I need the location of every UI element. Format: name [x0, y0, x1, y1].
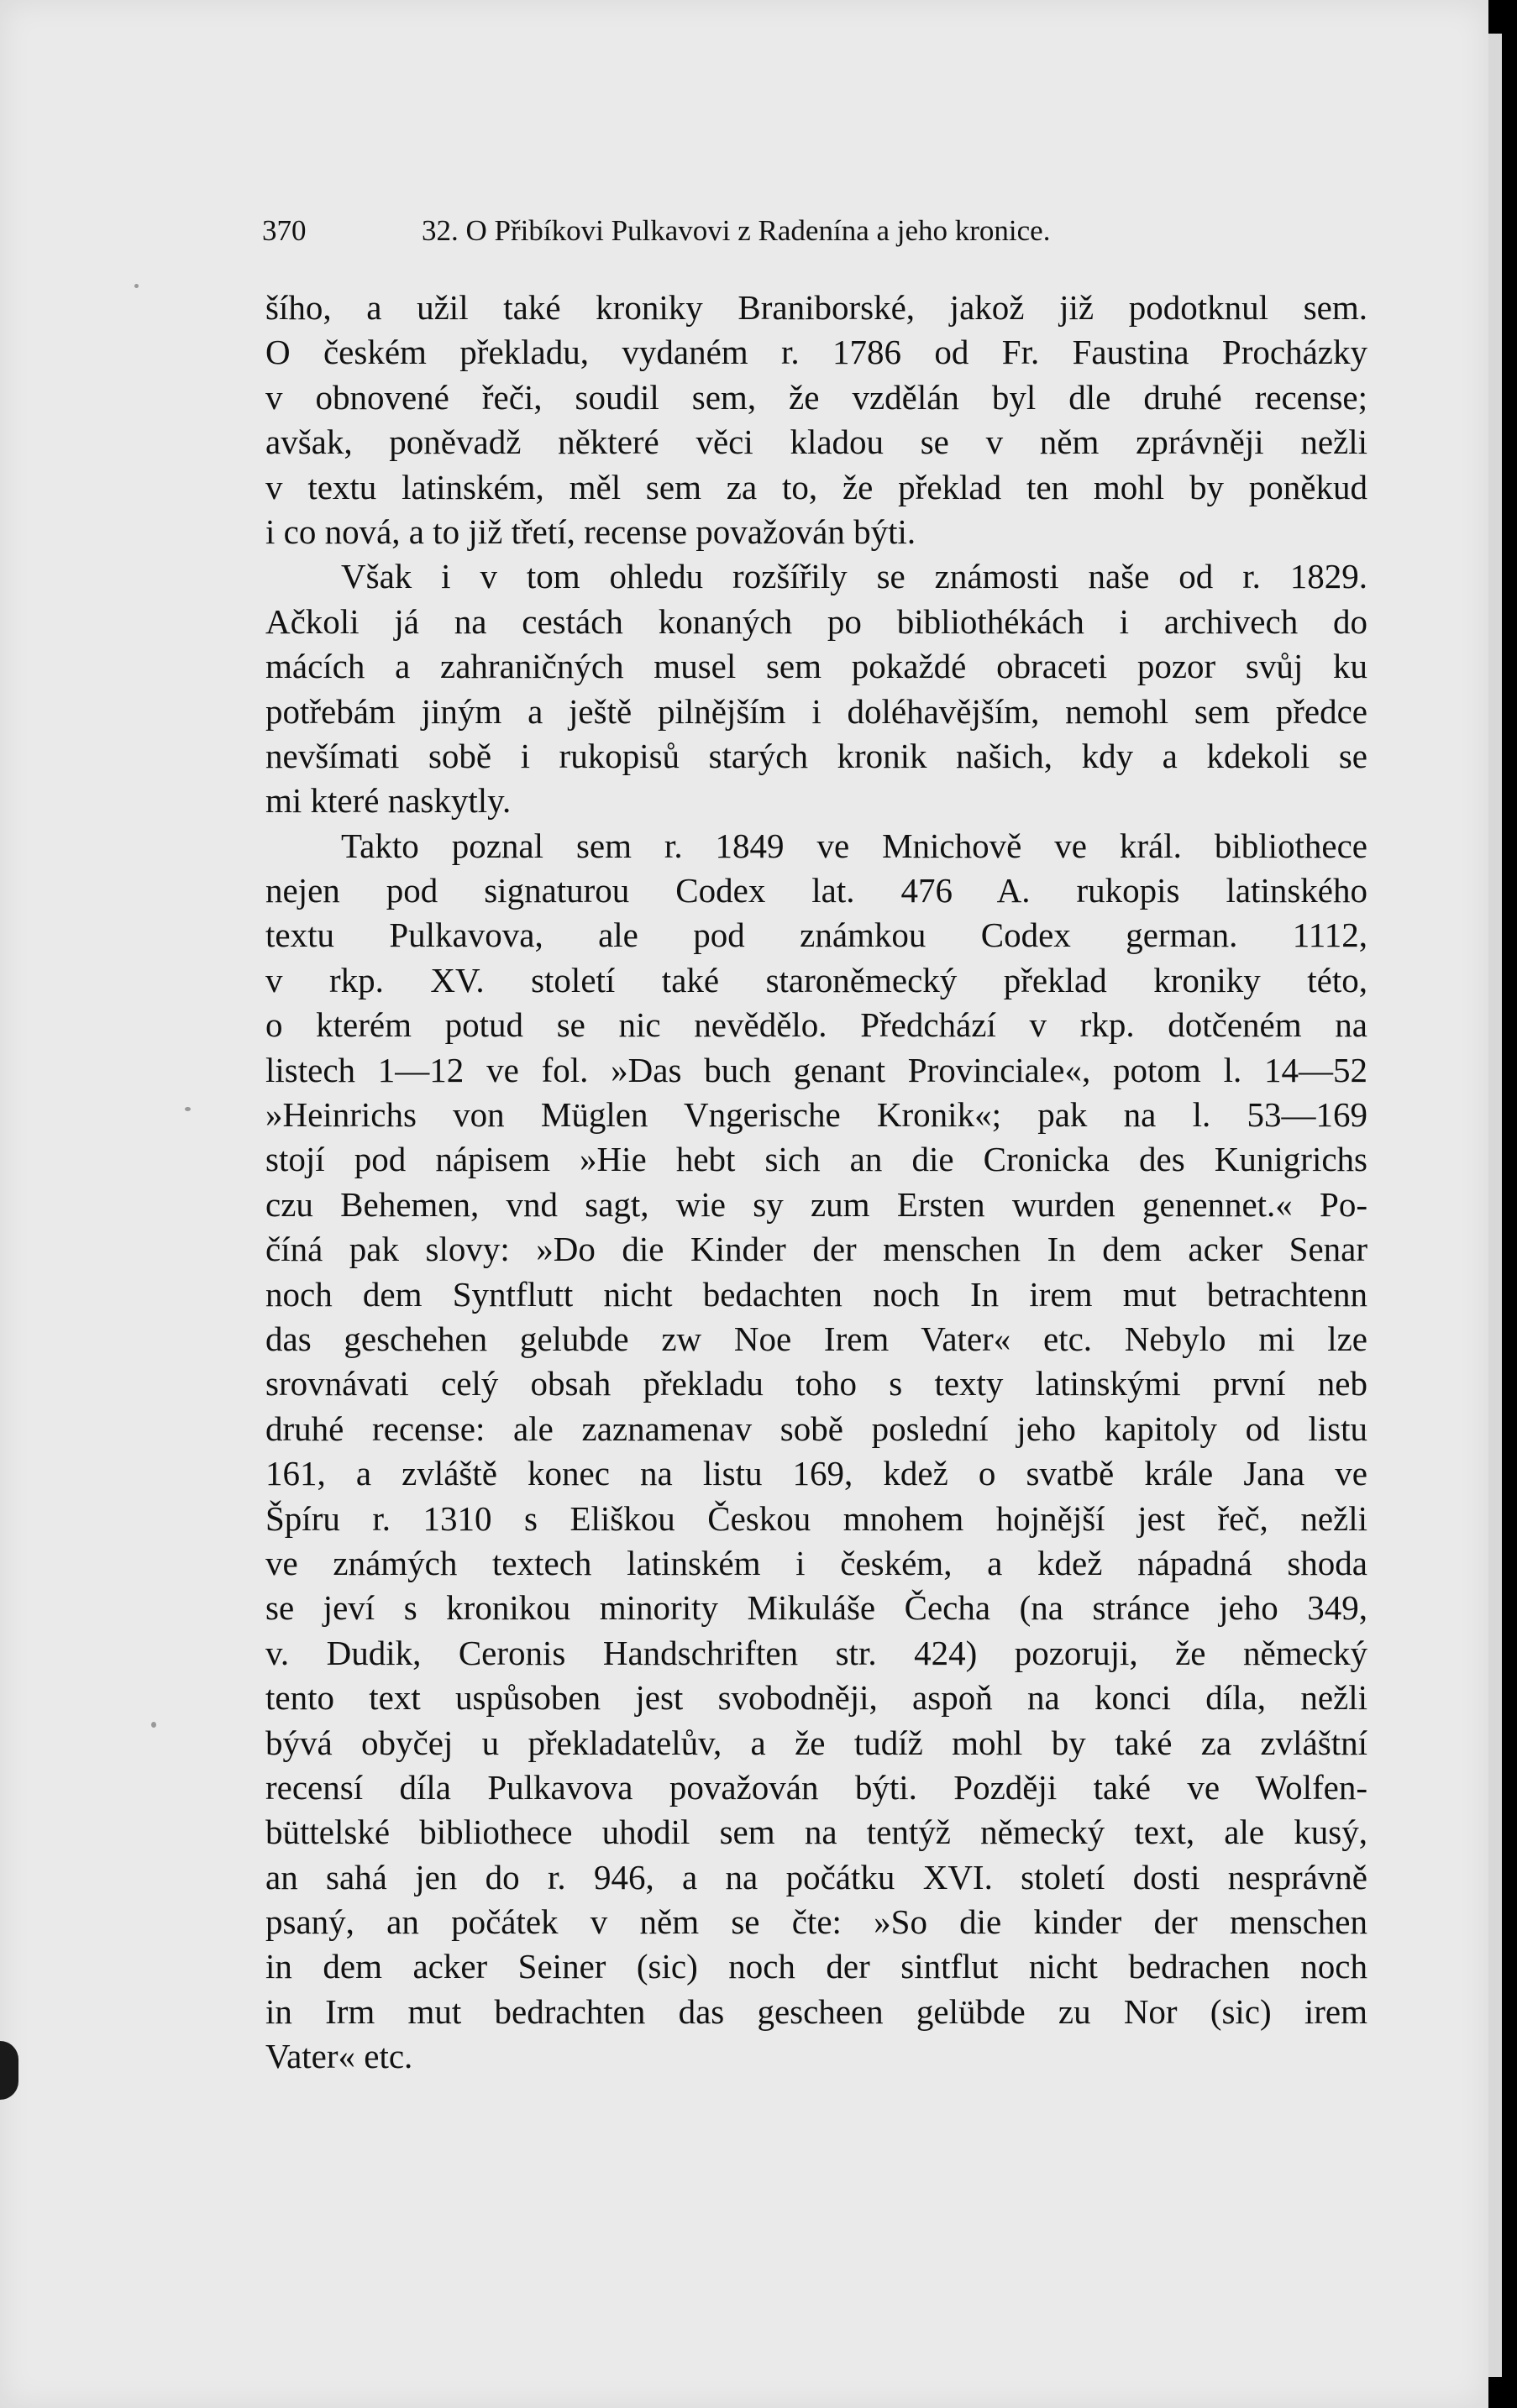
- text-line: nevšímati sobě i rukopisů starých kronik našich, kdy a kdekoli se: [265, 736, 1367, 775]
- text-line: noch dem Syntflutt nicht bedachten noch In irem mut betrachtenn: [265, 1274, 1367, 1314]
- page-edge: [1488, 34, 1502, 2377]
- text-line: o kterém potud se nic nevědělo. Předchází v rkp. dotčeném na: [265, 1005, 1367, 1045]
- running-head: [262, 214, 1371, 256]
- text-line: Vater« etc.: [265, 2037, 413, 2076]
- text-line: druhé recense: ale zaznamenav sobě poslední jeho kapitoly od listu: [265, 1409, 1367, 1448]
- text-line: Špíru r. 1310 s Eliškou Českou mnohem hojnější jest řeč, nežli: [265, 1498, 1367, 1538]
- speck-mark: [134, 284, 139, 288]
- text-line: potřebám jiným a ještě pilnějším i doléhavějším, nemohl sem předce: [265, 691, 1367, 731]
- speck-mark: [151, 1722, 156, 1728]
- body-text: [265, 286, 1367, 2080]
- text-line: i co nová, a to již třetí, recense považován býti.: [265, 512, 916, 551]
- speck-mark: [185, 1107, 191, 1111]
- text-line: listech 1—12 ve fol. »Das buch genant Provinciale«, potom l. 14—52: [265, 1050, 1367, 1089]
- text-line: stojí pod nápisem »Hie hebt sich an die Cronicka des Kunigrichs: [265, 1140, 1367, 1179]
- text-line: Takto poznal sem r. 1849 ve Mnichově ve král. bibliothece: [341, 826, 1367, 865]
- paragraph-2: [265, 554, 1367, 823]
- text-line: v rkp. XV. století také staroněmecký překlad kroniky této,: [265, 960, 1367, 999]
- text-line: in dem acker Seiner (sic) noch der sintflut nicht bedrachen noch: [265, 1947, 1367, 1986]
- page-number: 370: [262, 214, 307, 247]
- text-line: Ačkoli já na cestách konaných po bibliothékách i archivech do: [265, 601, 1367, 641]
- text-line: srovnávati celý obsah překladu toho s texty latinskými první neb: [265, 1364, 1367, 1403]
- text-line: v obnovené řeči, soudil sem, že vzdělán byl dle druhé recense;: [265, 377, 1367, 417]
- gutter-shadow: [0, 2041, 18, 2100]
- text-line: Však i v tom ohledu rozšířily se známosti naše od r. 1829.: [341, 557, 1367, 596]
- text-line: ve známých textech latinském i českém, a kdež nápadná shoda: [265, 1543, 1367, 1582]
- text-line: psaný, an počátek v něm se čte: »So die kinder der menschen: [265, 1902, 1367, 1942]
- text-line: recensí díla Pulkavova považován býti. Později také ve Wolfen-: [265, 1767, 1367, 1807]
- text-line: textu Pulkavova, ale pod známkou Codex german. 1112,: [265, 915, 1367, 955]
- text-line: v textu latinském, měl sem za to, že překlad ten mohl by poněkud: [265, 467, 1367, 506]
- paragraph-1: [265, 286, 1367, 554]
- text-line: mácích a zahraničných musel sem pokaždé obraceti pozor svůj ku: [265, 647, 1367, 686]
- text-line: in Irm mut bedrachten das gescheen gelübde zu Nor (sic) irem: [265, 1991, 1367, 2031]
- text-line: büttelské bibliothece uhodil sem na tentýž německý text, ale kusý,: [265, 1813, 1367, 1852]
- text-line: šího, a užil také kroniky Braniborské, jakož již podotknul sem.: [265, 288, 1367, 327]
- text-line: czu Behemen, vnd sagt, wie sy zum Ersten wurden genennet.« Po-: [265, 1184, 1367, 1224]
- text-line: se jeví s kronikou minority Mikuláše Čecha (na stránce jeho 349,: [265, 1588, 1367, 1628]
- text-line: v. Dudik, Ceronis Handschriften str. 424) pozoruji, že německý: [265, 1633, 1367, 1672]
- paragraph-3: [265, 824, 1367, 2080]
- running-title: 32. O Přibíkovi Pulkavovi z Radenína a jeho kronice.: [422, 214, 1051, 247]
- text-line: bývá obyčej u překladatelův, a že tudíž mohl by také za zvláštní: [265, 1723, 1367, 1762]
- text-line: číná pak slovy: »Do die Kinder der menschen In dem acker Senar: [265, 1230, 1367, 1269]
- text-line: O českém překladu, vydaném r. 1786 od Fr. Faustina Procházky: [265, 333, 1367, 372]
- text-line: »Heinrichs von Müglen Vngerische Kronik«; pak na l. 53—169: [265, 1095, 1367, 1135]
- text-line: das geschehen gelubde zw Noe Irem Vater« etc. Nebylo mi lze: [265, 1319, 1367, 1358]
- text-line: mi které naskytly.: [265, 781, 512, 821]
- text-line: 161, a zvláště konec na listu 169, kdež o svatbě krále Jana ve: [265, 1454, 1367, 1493]
- text-line: nejen pod signaturou Codex lat. 476 A. rukopis latinského: [265, 871, 1367, 910]
- text-line: avšak, poněvadž některé věci kladou se v něm zprávněji nežli: [265, 422, 1367, 462]
- text-line: tento text uspůsoben jest svobodněji, aspoň na konci díla, nežli: [265, 1678, 1367, 1718]
- text-line: an sahá jen do r. 946, a na počátku XVI. století dosti nesprávně: [265, 1857, 1367, 1896]
